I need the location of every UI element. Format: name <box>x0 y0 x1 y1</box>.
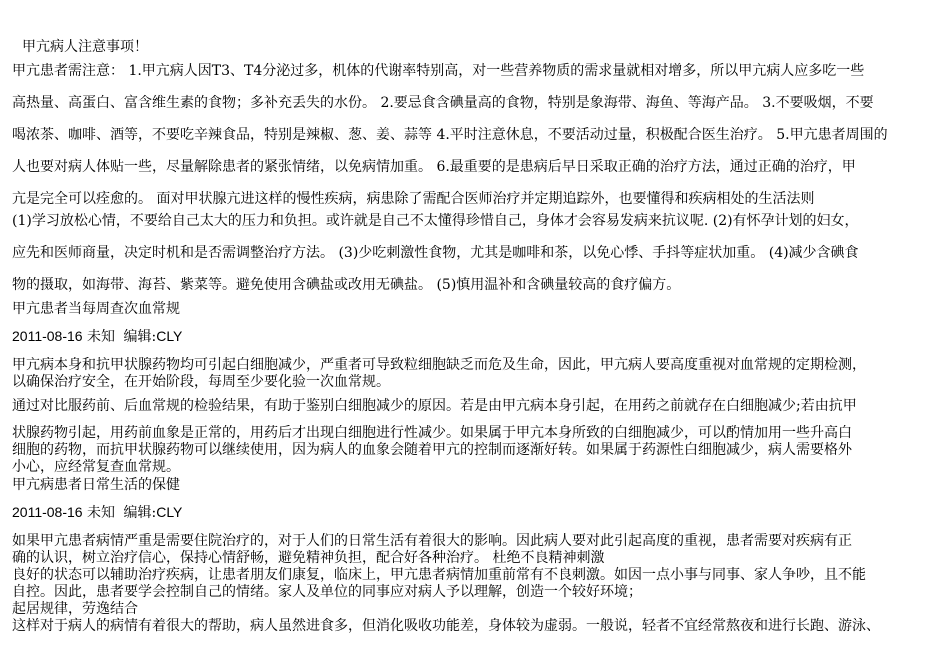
paragraph-line: 通过对比服药前、后血常规的检验结果，有助于鉴别白细胞减少的原因。若是由甲亢病本身引起，在用药之前就存在白细胞减少;若由抗甲 <box>12 398 857 414</box>
paragraph-line: 以确保治疗安全，在开始阶段，每周至少要化验一次血常规。 <box>12 374 390 390</box>
document-body <box>12 34 942 635</box>
intro-line: 高热量、高蛋白、富含维生素的食物；多补充丢失的水份。 2.要忌食含碘量高的食物，特别是象海带、海鱼、等海产品。 3.不要吸烟，不要 <box>12 95 874 111</box>
page-title: 甲亢病人注意事项！ <box>22 39 148 55</box>
editor-name: CLY <box>156 504 183 520</box>
paragraph-line: 小心，应经常复查血常规。 <box>12 459 180 475</box>
editor-label: 编辑: <box>123 329 157 345</box>
intro-line: 物的摄取，如海带、海苔、紫菜等。避免使用含碘盐或改用无碘盐。 (5)慎用温补和含碘量较高的食疗偏方。 <box>12 277 681 293</box>
paragraph <box>12 396 942 416</box>
intro-line: 喝浓茶、咖啡、酒等，不要吃辛辣食品，特别是辣椒、葱、姜、蒜等 4.平时注意休息，不要活动过量，积极配合医生治疗。 5.甲亢患者周围的 <box>12 127 888 143</box>
intro-line: 亢是完全可以痊愈的。 面对甲状腺亢进这样的慢性疾病，病患除了需配合医师治疗并定期追踪外，也要懂得和疾病相处的生活法则 <box>12 191 815 207</box>
section-heading: 甲亢患者当每周查次血常规 <box>12 301 180 317</box>
source: 未知 <box>87 505 116 521</box>
intro-line: (1)学习放松心情，不要给自己太大的压力和负担。或许就是自己不太懂得珍惜自己，身体才会容易发病来抗议呢. (2)有怀孕计划的妇女， <box>12 213 859 229</box>
source: 未知 <box>87 329 116 345</box>
paragraph-line: 如果甲亢患者病情严重是需要住院治疗的，对于人们的日常生活有着很大的影响。因此病人要对此引起高度的重视，患者需要对疾病有正 <box>12 533 852 549</box>
paragraph-line: 甲亢病本身和抗甲状腺药物均可引起白细胞减少，严重者可导致粒细胞缺乏而危及生命，因此，甲亢病人要高度重视对血常规的定期检测， <box>12 357 866 373</box>
paragraph-line: 确的认识，树立治疗信心，保持心情舒畅，避免精神负担，配合好各种治疗。 杜绝不良精神刺激 <box>12 550 605 566</box>
section-daily-care <box>12 476 942 635</box>
article-meta <box>12 498 942 527</box>
intro-line: 人也要对病人体贴一些，尽量解除患者的紧张情绪，以免病情加重。 6.最重要的是患病后早日采取正确的治疗方法，通过正确的治疗，甲 <box>12 159 856 175</box>
section-heading: 甲亢病患者日常生活的保健 <box>12 477 180 493</box>
article-meta <box>12 322 942 351</box>
intro-paragraph <box>12 34 942 304</box>
paragraph-line: 细胞的药物，而抗甲状腺药物可以继续使用，因为病人的血象会随着甲亢的控制而逐渐好转。如果属于药源性白细胞减少，病人需要格外 <box>12 442 852 458</box>
paragraph-line: 状腺药物引起，用药前血象是正常的，用药后才出现白细胞进行性减少。如果属于甲亢本身所致的白细胞减少，可以酌情加用一些升高白 <box>12 425 852 441</box>
intro-line: 应先和医师商量，决定时机和是否需调整治疗方法。 (3)少吃刺激性食物，尤其是咖啡和茶，以免心悸、手抖等症状加重。 (4)减少含碘食 <box>12 245 859 261</box>
publish-date: 2011-08-16 <box>12 504 83 520</box>
intro-line: 甲亢患者需注意： 1.甲亢病人因T3、T4分泌过多，机体的代谢率特别高，对一些营养物质的需求量就相对增多，所以甲亢病人应多吃一些 <box>12 63 865 79</box>
paragraph <box>12 357 942 391</box>
paragraph <box>12 425 942 476</box>
paragraph-line: 这样对于病人的病情有着很大的帮助，病人虽然进食多，但消化吸收功能差，身体较为虚弱。一般说，轻者不宜经常熬夜和进行长跑、游泳、 <box>12 618 880 634</box>
paragraph-line: 良好的状态可以辅助治疗疾病，让患者朋友们康复，临床上，甲亢患者病情加重前常有不良刺激。如因一点小事与同事、家人争吵，且不能 <box>12 567 866 583</box>
editor-name: CLY <box>156 328 183 344</box>
paragraph <box>12 533 942 635</box>
section-weekly-blood-test <box>12 298 942 476</box>
editor-label: 编辑: <box>123 505 157 521</box>
paragraph-line: 自控。因此，患者要学会控制自己的情绪。家人及单位的同事应对病人予以理解，创造一个较好环境； <box>12 584 642 600</box>
paragraph-line: 起居规律，劳逸结合 <box>12 601 138 617</box>
publish-date: 2011-08-16 <box>12 328 83 344</box>
